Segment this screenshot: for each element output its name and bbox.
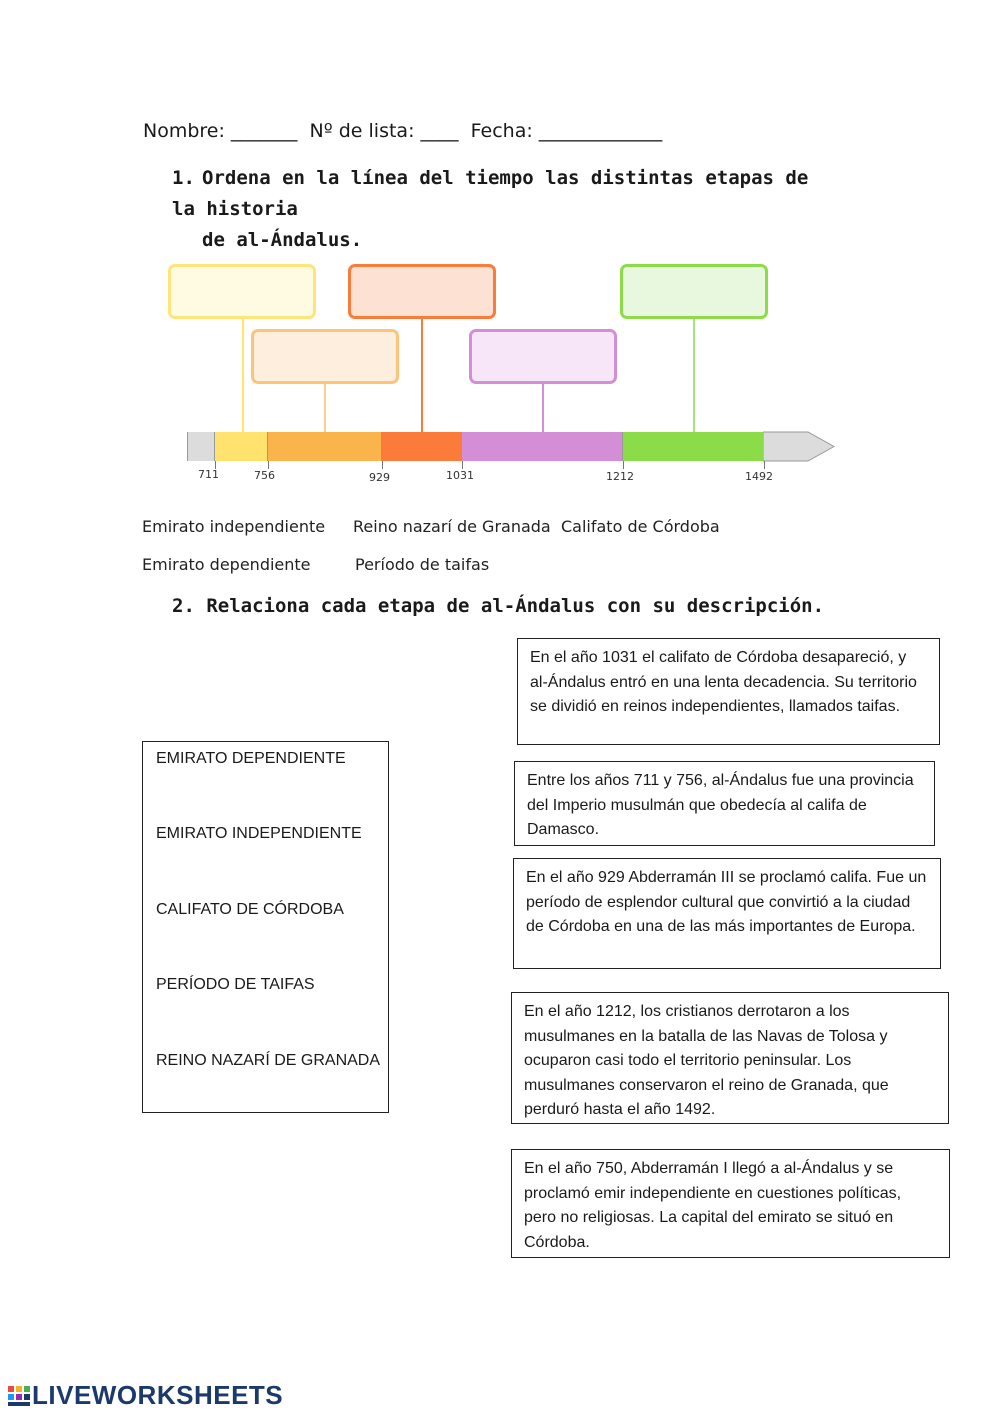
question-2 bbox=[172, 591, 872, 622]
timeline-answer-box-purple[interactable] bbox=[469, 329, 617, 384]
year-label: 929 bbox=[369, 471, 390, 484]
description-box[interactable]: En el año 1212, los cristianos derrotaron a los musulmanes en la batalla de las Navas de Tolosa y ocuparon casi todo el territorio peninsular. Los musulmanes conservaron el reino de Granada, que perduró hasta el año 1492. bbox=[511, 992, 949, 1124]
question-2-text: Relaciona cada etapa de al-Ándalus con su descripción. bbox=[206, 595, 825, 617]
timeline-bar-yellow bbox=[215, 432, 268, 461]
description-box[interactable]: En el año 929 Abderramán III se proclamó califa. Fue un período de esplendor cultural que convirtió a la ciudad de Córdoba en una de las más importantes de Europa. bbox=[513, 858, 941, 969]
timeline-answer-box-orange-light[interactable] bbox=[251, 329, 399, 384]
stem-yellow bbox=[242, 318, 244, 432]
year-label: 1492 bbox=[745, 470, 773, 483]
year-label: 711 bbox=[198, 468, 219, 481]
year-label: 1031 bbox=[446, 469, 474, 482]
stages-list-box bbox=[142, 741, 389, 1113]
stage-item[interactable]: EMIRATO DEPENDIENTE bbox=[156, 750, 346, 767]
stage-item[interactable]: REINO NAZARÍ DE GRANADA bbox=[156, 1052, 381, 1069]
option-califato[interactable]: Califato de Córdoba bbox=[561, 517, 720, 536]
year-label: 1212 bbox=[606, 470, 634, 483]
stem-green bbox=[693, 318, 695, 432]
year-label: 756 bbox=[254, 469, 275, 482]
liveworksheets-logo-icon bbox=[8, 1385, 30, 1407]
timeline-bar-start bbox=[187, 432, 215, 461]
description-box[interactable]: En el año 1031 el califato de Córdoba desapareció, y al-Ándalus entró en una lenta decadencia. Su territorio se dividió en reinos independientes, llamados taifas. bbox=[517, 638, 940, 745]
date-field-label[interactable]: Fecha: _____________ bbox=[470, 120, 663, 142]
tick-1212 bbox=[623, 461, 624, 469]
stage-item[interactable]: EMIRATO INDEPENDIENTE bbox=[156, 825, 362, 842]
option-periodo-taifas[interactable]: Período de taifas bbox=[355, 555, 490, 574]
option-reino-nazari[interactable]: Reino nazarí de Granada bbox=[353, 517, 551, 536]
description-box[interactable]: En el año 750, Abderramán I llegó a al-Ándalus y se proclamó emir independiente en cuestiones políticas, pero no religiosas. La capital del emirato se situó en Córdoba. bbox=[511, 1149, 950, 1258]
stem-orange-light bbox=[324, 383, 326, 432]
name-field-label[interactable]: Nombre: _______ bbox=[143, 120, 298, 142]
list-number-field-label[interactable]: Nº de lista: ____ bbox=[309, 120, 459, 142]
stage-item[interactable]: CALIFATO DE CÓRDOBA bbox=[156, 901, 344, 918]
tick-756 bbox=[268, 461, 269, 469]
tick-1031 bbox=[462, 461, 463, 469]
question-1-number: 1. bbox=[172, 167, 195, 189]
timeline-answer-box-orange-dark[interactable] bbox=[348, 264, 496, 319]
question-1 bbox=[172, 163, 842, 256]
timeline-answer-box-green[interactable] bbox=[620, 264, 768, 319]
timeline-bar-green bbox=[623, 432, 764, 461]
question-1-text-line2: de al-Ándalus. bbox=[202, 229, 363, 251]
timeline-answer-box-yellow[interactable] bbox=[168, 264, 316, 319]
question-1-text-line1: Ordena en la línea del tiempo las distintas etapas de la historia bbox=[172, 167, 809, 220]
liveworksheets-footer[interactable] bbox=[8, 1380, 283, 1411]
tick-1492 bbox=[764, 461, 765, 469]
option-emirato-dependiente[interactable]: Emirato dependiente bbox=[142, 555, 311, 574]
student-info-header bbox=[143, 120, 662, 142]
stem-purple bbox=[542, 383, 544, 432]
stage-item[interactable]: PERÍODO DE TAIFAS bbox=[156, 976, 315, 993]
timeline-bar-orange-dark bbox=[382, 432, 462, 461]
footer-brand: LIVEWORKSHEETS bbox=[32, 1380, 284, 1410]
timeline-arrow-head bbox=[763, 431, 837, 462]
description-box[interactable]: Entre los años 711 y 756, al-Ándalus fue una provincia del Imperio musulmán que obedecía al califa de Damasco. bbox=[514, 761, 935, 846]
option-emirato-independiente[interactable]: Emirato independiente bbox=[142, 517, 326, 536]
timeline-bar-purple bbox=[462, 432, 623, 461]
stem-orange-dark bbox=[421, 318, 423, 432]
tick-929 bbox=[382, 461, 383, 469]
question-2-number: 2. bbox=[172, 595, 195, 617]
timeline-bar-orange-light bbox=[268, 432, 382, 461]
